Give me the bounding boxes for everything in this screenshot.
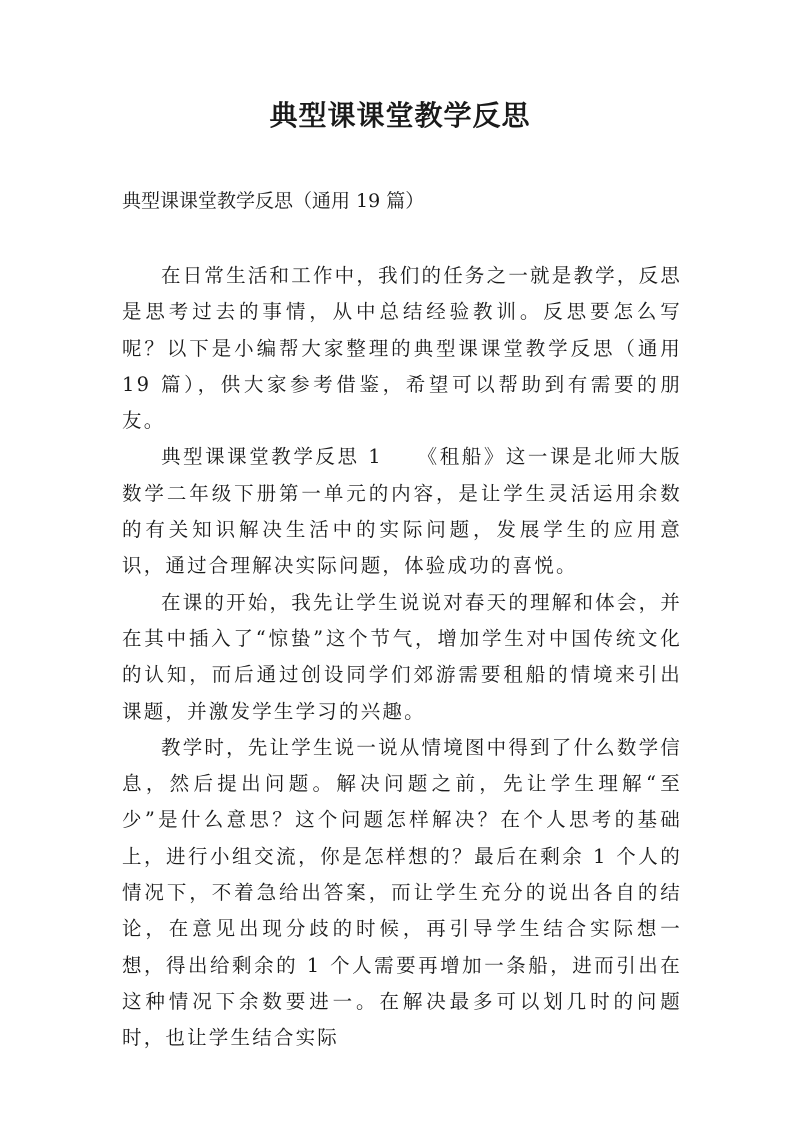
document-subtitle: 典型课课堂教学反思（通用 19 篇） <box>122 190 425 212</box>
paragraph-teaching-process: 教学时，先让学生说一说从情境图中得到了什么数学信息，然后提出问题。解决问题之前，先让学生理解“至少”是什么意思？这个问题怎样解决？在个人思考的基础上，进行小组交流，你是怎样想的？最后在剩余 1 个人的情况下，不着急给出答案，而让学生充分的说出各自的结论，在意见出现分歧的时候，再引导学生结合实际想一想，得出给剩余的 1 个人需要再增加一条船，进而引出在这种情况下余数要进一。在解决最多可以划几时的问题时，也让学生结合实际 <box>122 735 682 1050</box>
paragraph-reflection-1: 典型课课堂教学反思 1 《租船》这一课是北师大版数学二年级下册第一单元的内容，是让学生灵活运用余数的有关知识解决生活中的实际问题，发展学生的应用意识，通过合理解决实际问题，体验成功的喜悦。 <box>122 445 682 578</box>
document-title: 典型课课堂教学反思 <box>269 99 531 132</box>
paragraph-intro: 在日常生活和工作中，我们的任务之一就是教学，反思是思考过去的事情，从中总结经验教训。反思要怎么写呢？以下是小编帮大家整理的典型课课堂教学反思（通用 19 篇），供大家参考借鉴，希望可以帮助到有需要的朋友。 <box>122 264 682 433</box>
document-body <box>122 258 682 1057</box>
paragraph-lesson-opening: 在课的开始，我先让学生说说对春天的理解和体会，并在其中插入了“惊蛰”这个节气，增加学生对中国传统文化的认知，而后通过创设同学们郊游需要租船的情境来引出课题，并激发学生学习的兴趣。 <box>122 590 682 723</box>
